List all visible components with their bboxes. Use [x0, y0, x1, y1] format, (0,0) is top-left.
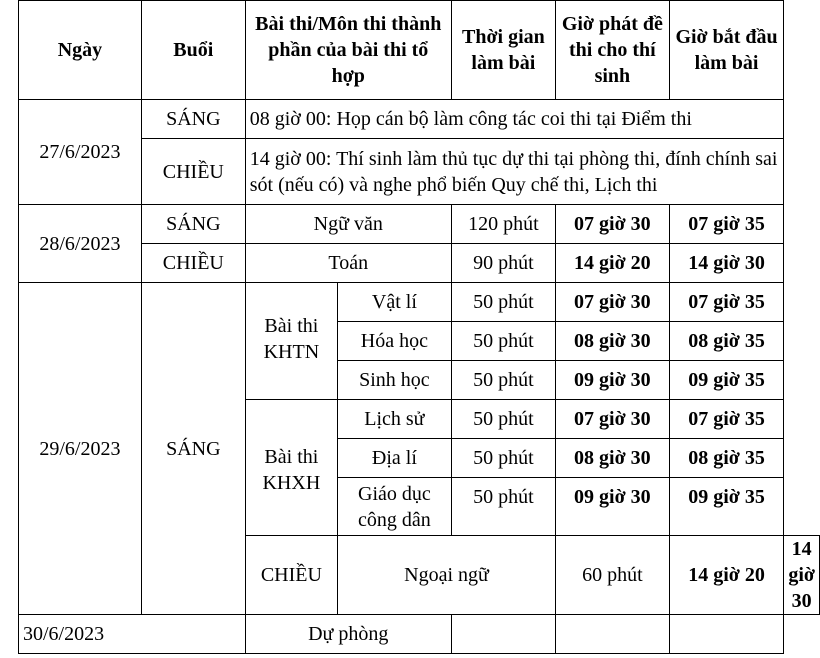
header-bai-thi: Bài thi/Môn thi thành phần của bài thi tổ hợp	[245, 1, 451, 100]
subject-cell: Ngoại ngữ	[338, 536, 556, 615]
subject-cell: Ngữ văn	[245, 205, 451, 244]
duration-cell	[451, 615, 555, 654]
header-buoi: Buổi	[141, 1, 245, 100]
header-thoi-gian: Thời gian làm bài	[451, 1, 555, 100]
group-cell-khxh: Bài thi KHXH	[245, 400, 337, 536]
duration-cell: 90 phút	[451, 244, 555, 283]
duration-cell: 120 phút	[451, 205, 555, 244]
start-time-cell: 08 giờ 35	[669, 322, 784, 361]
distribute-time-cell: 14 giờ 20	[555, 244, 669, 283]
duration-cell: 60 phút	[555, 536, 669, 615]
table-row	[19, 205, 820, 244]
start-time-cell: 14 giờ 30	[669, 244, 784, 283]
start-time-cell: 14 giờ 30	[784, 536, 820, 615]
subject-cell: Sinh học	[338, 361, 452, 400]
duration-cell: 50 phút	[451, 322, 555, 361]
distribute-time-cell: 14 giờ 20	[669, 536, 784, 615]
subject-cell: Toán	[245, 244, 451, 283]
start-time-cell: 07 giờ 35	[669, 205, 784, 244]
distribute-time-cell: 09 giờ 30	[555, 361, 669, 400]
distribute-time-cell: 07 giờ 30	[555, 283, 669, 322]
session-cell: CHIỀU	[141, 244, 245, 283]
distribute-time-cell: 08 giờ 30	[555, 439, 669, 478]
table-row	[19, 283, 820, 322]
distribute-time-cell: 07 giờ 30	[555, 400, 669, 439]
group-cell-khtn: Bài thi KHTN	[245, 283, 337, 400]
date-cell: 28/6/2023	[19, 205, 142, 283]
session-cell: SÁNG	[141, 100, 245, 139]
start-time-cell: 09 giờ 35	[669, 478, 784, 536]
start-time-cell	[669, 615, 784, 654]
distribute-time-cell: 07 giờ 30	[555, 205, 669, 244]
notice-cell: 08 giờ 00: Họp cán bộ làm công tác coi thi tại Điểm thi	[245, 100, 784, 139]
header-ngay: Ngày	[19, 1, 142, 100]
subject-cell: Lịch sử	[338, 400, 452, 439]
start-time-cell: 09 giờ 35	[669, 361, 784, 400]
header-row	[19, 1, 820, 100]
subject-cell: Địa lí	[338, 439, 452, 478]
date-cell: 27/6/2023	[19, 100, 142, 205]
exam-schedule	[18, 0, 820, 654]
start-time-cell: 07 giờ 35	[669, 283, 784, 322]
duration-cell: 50 phút	[451, 283, 555, 322]
distribute-time-cell	[555, 615, 669, 654]
duration-cell: 50 phút	[451, 361, 555, 400]
subject-cell: Vật lí	[338, 283, 452, 322]
duration-cell: 50 phút	[451, 400, 555, 439]
subject-cell: Hóa học	[338, 322, 452, 361]
subject-cell: Dự phòng	[245, 615, 451, 654]
date-cell: 29/6/2023	[19, 283, 142, 615]
session-cell: SÁNG	[141, 205, 245, 244]
header-gio-phat: Giờ phát đề thi cho thí sinh	[555, 1, 669, 100]
exam-schedule-table	[18, 0, 820, 654]
distribute-time-cell: 08 giờ 30	[555, 322, 669, 361]
table-row	[19, 100, 820, 139]
start-time-cell: 08 giờ 35	[669, 439, 784, 478]
distribute-time-cell: 09 giờ 30	[555, 478, 669, 536]
date-cell: 30/6/2023	[19, 615, 246, 654]
session-cell: CHIỀU	[245, 536, 337, 615]
session-cell: SÁNG	[141, 283, 245, 615]
duration-cell: 50 phút	[451, 478, 555, 536]
header-gio-bat-dau: Giờ bắt đầu làm bài	[669, 1, 784, 100]
start-time-cell: 07 giờ 35	[669, 400, 784, 439]
table-row	[19, 615, 820, 654]
duration-cell: 50 phút	[451, 439, 555, 478]
notice-cell: 14 giờ 00: Thí sinh làm thủ tục dự thi tại phòng thi, đính chính sai sót (nếu có) và nghe phổ biến Quy chế thi, Lịch thi	[245, 139, 784, 205]
session-cell: CHIỀU	[141, 139, 245, 205]
subject-cell: Giáo dục công dân	[338, 478, 452, 536]
